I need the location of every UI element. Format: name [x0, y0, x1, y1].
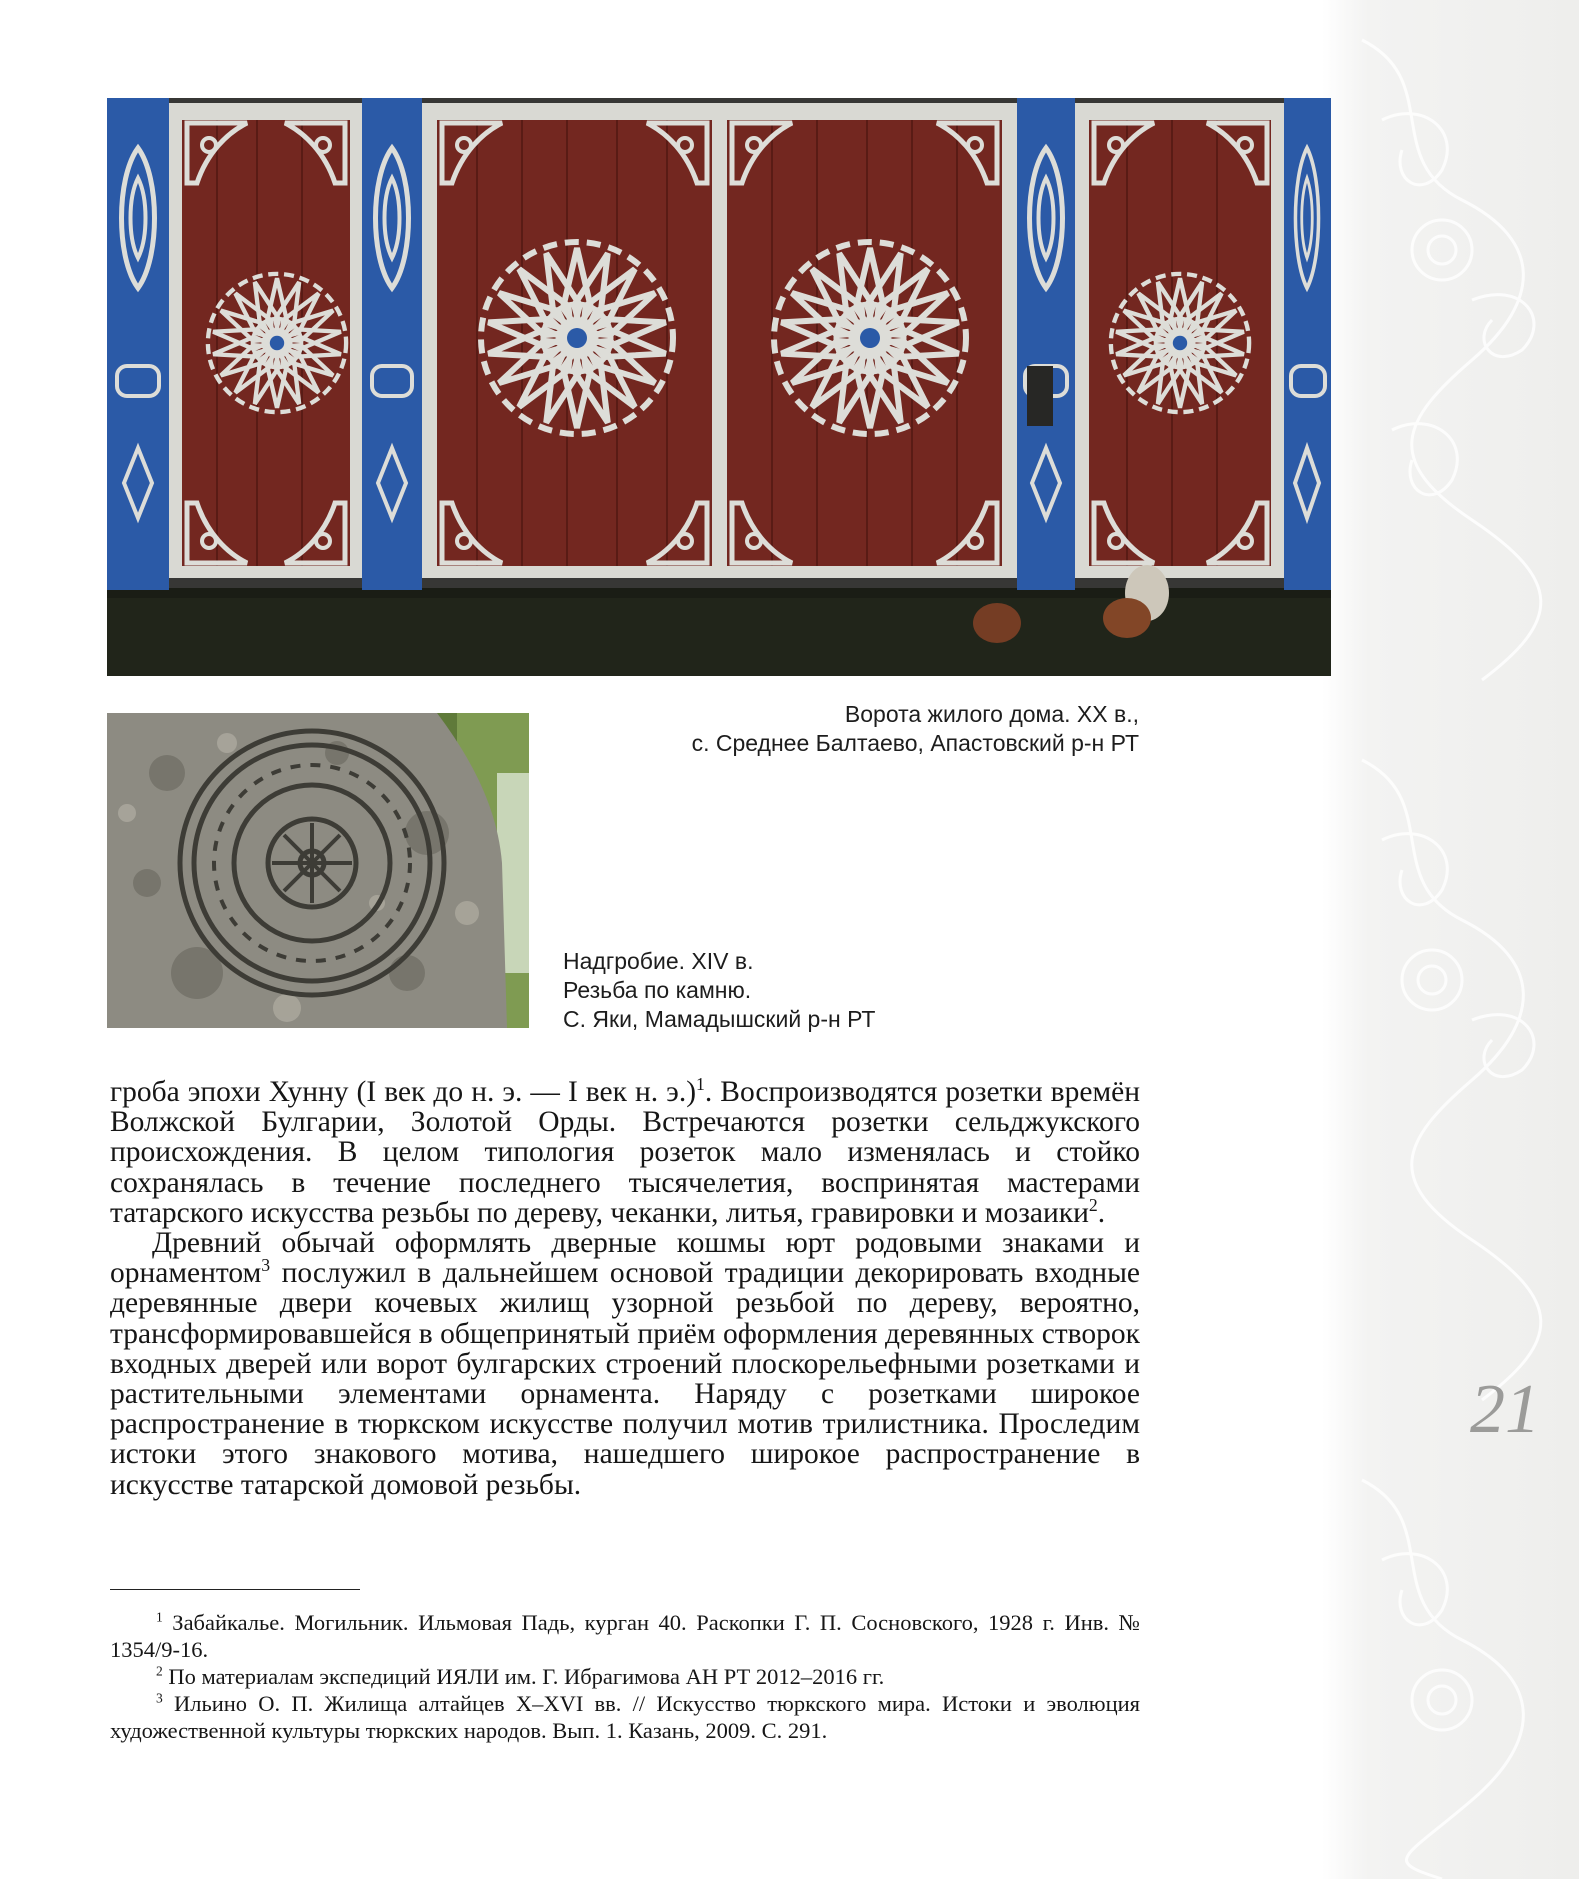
- tombstone-photo: [107, 713, 529, 1028]
- stone-caption-line-3: С. Яки, Мамадышский р-н РТ: [563, 1006, 876, 1032]
- gate-photo: [107, 98, 1331, 676]
- paragraph-1-text-b: . Воспроизводятся розетки времён Волжской Булгарии, Золотой Орды. Встречаются розетки сельджукского происхождения. В целом типология розеток мало изменялась и стойко сохранялась в течение последнего тысячелетия, воспринятая мастерами татарского искусства резьбы по дереву, чеканки, литья, гравировки и мозаики: [110, 1076, 1140, 1229]
- paragraph-1-text-c: .: [1097, 1196, 1106, 1229]
- footnote-3: [110, 1690, 1140, 1744]
- footnotes: [110, 1609, 1140, 1744]
- footnote-divider: [110, 1589, 360, 1590]
- footnote-text: По материалам экспедиций ИЯЛИ им. Г. Ибрагимова АН РТ 2012–2016 гг.: [168, 1664, 885, 1689]
- gate-caption-line-2: с. Среднее Балтаево, Апастовский р-н РТ: [691, 730, 1139, 756]
- stone-caption-line-1: Надгробие. XIV в.: [563, 948, 754, 974]
- footnote-mark: 2: [156, 1663, 163, 1679]
- footnote-mark: 3: [156, 1690, 163, 1706]
- footnote-1: [110, 1609, 1140, 1663]
- footnote-mark: 1: [156, 1609, 163, 1625]
- footnote-ref-3[interactable]: 3: [261, 1255, 271, 1276]
- paragraph-2-text-a: Древний обычай оформлять дверные кошмы юрт родовыми знаками и орнаментом: [110, 1227, 1140, 1290]
- gate-photo-caption: [579, 700, 1139, 758]
- page-number: 21: [1470, 1371, 1540, 1448]
- footnote-2: [110, 1663, 1140, 1690]
- body-text: [110, 1074, 1140, 1501]
- paragraph-2: [110, 1228, 1140, 1500]
- paragraph-1-text-a: гроба эпохи Хунну (I век до н. э. — I век н. э.): [110, 1076, 697, 1108]
- decorative-ornament-strip: [1322, 0, 1579, 1879]
- paragraph-2-text-b: послужил в дальнейшем основой традиции декорировать входные деревянные двери кочевых жилищ узорной резьбой по дереву, вероятно, трансформировавшейся в общепринятый приём оформления деревянных створок входных дверей или ворот булгарских строений плоскорельефными розетками и растительными элементами орнамента. Наряду с розетками широкое распространение в тюркском искусстве получил мотив трилистника. Проследим истоки этого знакового мотива, нашедшего широкое распространение в искусстве татарской домовой резьбы.: [110, 1257, 1140, 1501]
- floral-ornament-icon: [1322, 0, 1579, 1879]
- gate-caption-line-1: Ворота жилого дома. XX в.,: [844, 701, 1139, 727]
- footnote-ref-1[interactable]: 1: [696, 1074, 705, 1095]
- footnote-ref-2[interactable]: 2: [1088, 1194, 1098, 1215]
- paragraph-1: [110, 1074, 1140, 1229]
- footnote-text: Забайкалье. Могильник. Ильмовая Падь, курган 40. Раскопки Г. П. Сосновского, 1928 г. Инв. № 1354/9-16.: [110, 1610, 1141, 1662]
- stone-caption-line-2: Резьба по камню.: [563, 977, 752, 1003]
- footnote-text: Ильино О. П. Жилища алтайцев X–XVI вв. // Искусство тюркского мира. Истоки и эволюция художественной культуры тюркских народов. Вып. 1. Казань, 2009. С. 291.: [110, 1691, 1141, 1743]
- tombstone-photo-caption: [563, 947, 983, 1034]
